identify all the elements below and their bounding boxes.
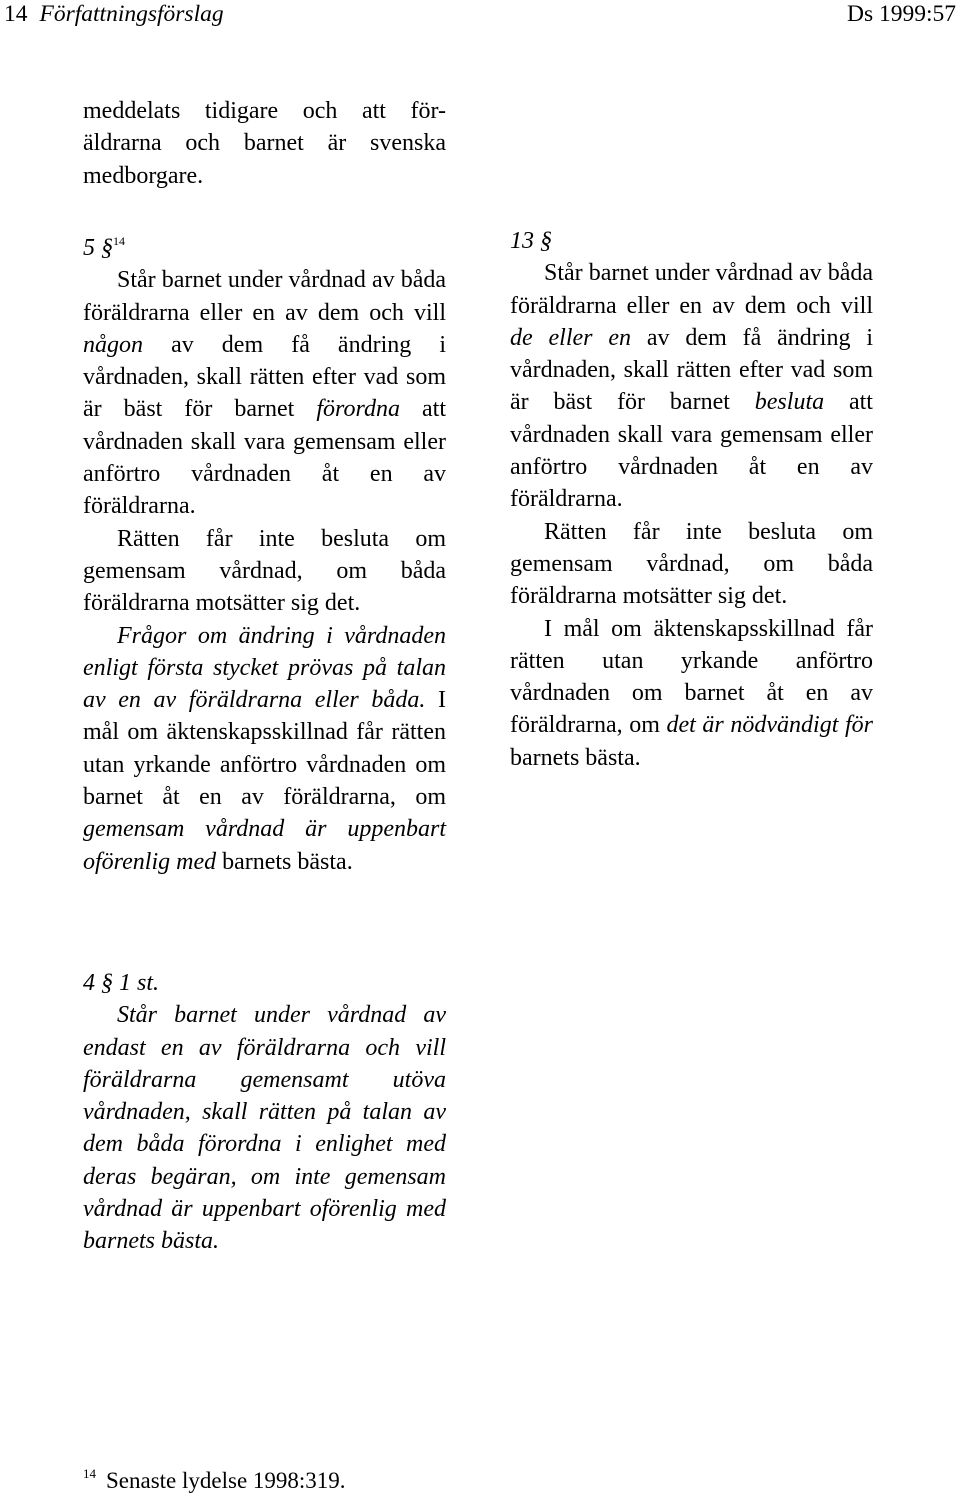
running-header-left: [4, 0, 224, 28]
current-section-number: 5: [83, 235, 95, 261]
footnote-number: 14: [83, 1466, 96, 1481]
section-sign: §: [101, 235, 113, 261]
emphasis-text: besluta: [754, 389, 825, 416]
emphasis-text: gemensam vårdnad är uppenbart oförenlig med: [83, 816, 446, 875]
old-section-heading: 4 § 1 st.: [83, 970, 160, 996]
proposed-paragraph-1: Står barnet under vårdnad av båda föräldrarna eller en av dem och vill de eller en av dem få ändring i vårdnaden, skall rätten efter vad som är bäst för barnet besluta att vårdnaden skall vara gemensam eller anförtro vårdnaden åt en av föräldrarna.: [510, 260, 873, 513]
emphasis-text: någon: [83, 331, 143, 358]
footnote-reference: 14: [113, 234, 125, 248]
emphasis-text: de eller en: [510, 324, 632, 351]
continued-text: [83, 95, 446, 192]
current-paragraph-1: Står barnet under vårdnad av båda föräldrarna eller en av dem och vill någon av dem få ändring i vårdnaden, skall rätten efter vad som är bäst för barnet förordna att vårdnaden skall vara gemensam eller anförtro vårdnaden åt en av föräldrarna.: [83, 267, 446, 520]
proposed-section-number: 13: [510, 228, 534, 254]
old-wording-column: [83, 967, 446, 1258]
proposed-wording-column: [510, 225, 873, 774]
document-id: Ds 1999:57: [846, 1, 956, 27]
footnote-text: Senaste lydelse 1998:319.: [106, 1468, 346, 1493]
proposed-section-heading: [510, 225, 873, 257]
emphasis-text: det är nödvändigt för: [666, 712, 874, 739]
proposed-paragraph-3: I mål om äktenskapsskillnad får rätten utan yrkande anförtro vårdnaden om barnet åt en av föräldrarna, om det är nödvändigt för barnets bästa.: [510, 615, 874, 771]
current-wording-column: [83, 225, 446, 878]
proposed-paragraph-2: Rätten får inte besluta om gemensam vårdnad, om båda föräldrarna motsätter sig det.: [510, 518, 873, 610]
section-sign: §: [540, 228, 552, 254]
current-section-heading: [83, 225, 446, 264]
continued-line-2: äldrarna och barnet är svenska: [83, 130, 446, 157]
page-number: 14: [4, 1, 28, 27]
section-title: Författningsförslag: [39, 1, 224, 27]
current-paragraph-3: Frågor om ändring i vårdnaden enligt första stycket prövas på talan av en av föräldrarna eller båda. I mål om äktenskapsskillnad får rätten utan yrkande anförtro vårdnaden om barnet åt en av föräldrarna, om gemensam vårdnad är uppenbart oförenlig med barnets bästa.: [83, 622, 446, 875]
old-paragraph-1: Står barnet under vårdnad av endast en av föräldrarna och vill föräldrarna gemensamt utöva vårdnaden, skall rätten på talan av dem båda förordna i enlighet med deras begäran, om inte gemensam vårdnad är uppenbart oförenlig med barnets bästa.: [83, 1002, 446, 1255]
continued-line-3: medborgare.: [83, 162, 204, 189]
footnote: [83, 1460, 346, 1495]
current-paragraph-2: Rätten får inte besluta om gemensam vårdnad, om båda föräldrarna motsätter sig det.: [83, 525, 446, 617]
continued-line-1: meddelats tidigare och att för-: [83, 98, 446, 124]
emphasis-text: Frågor om ändring i vårdnaden enligt första stycket prövas på talan av en av föräldrarna eller båda.: [83, 622, 446, 714]
emphasis-text: förordna: [316, 396, 400, 423]
